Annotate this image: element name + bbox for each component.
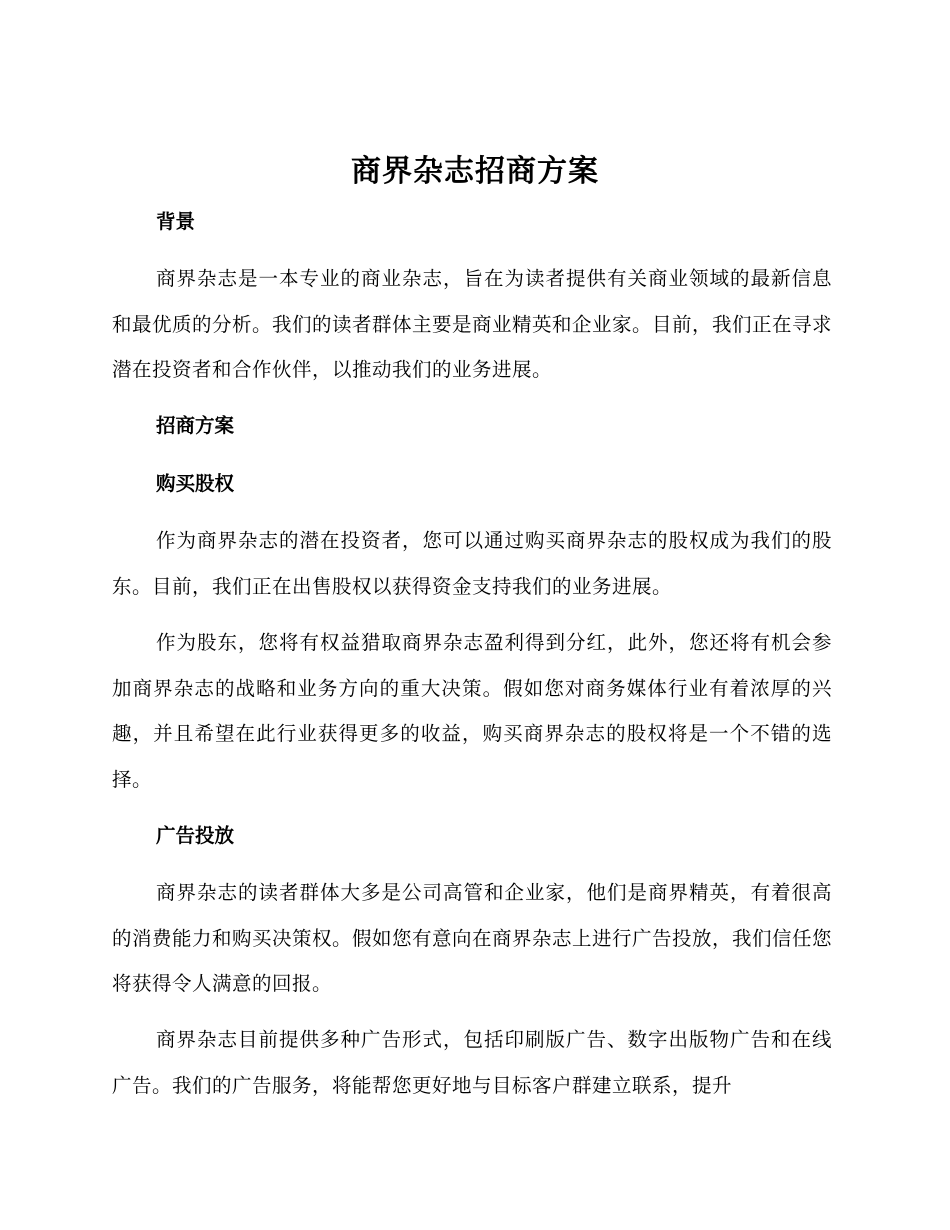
heading-advertising: 广告投放 bbox=[156, 824, 235, 847]
document-title: 商界杂志招商方案 bbox=[351, 154, 599, 189]
paragraph-advertising-2: 商界杂志目前提供多种广告形式，包括印刷版广告、数字出版物广告和在线广告。我们的广告服务，将能帮您更好地与目标客户群建立联系，提升 bbox=[112, 1028, 832, 1097]
paragraph-background: 商界杂志是一本专业的商业杂志，旨在为读者提供有关商业领域的最新信息和最优质的分析。我们的读者群体主要是商业精英和企业家。目前，我们正在寻求潜在投资者和合作伙伴，以推动我们的业务进展。 bbox=[112, 267, 833, 381]
paragraph-equity-1: 作为商界杂志的潜在投资者，您可以通过购买商界杂志的股权成为我们的股东。目前，我们正在出售股权以获得资金支持我们的业务进展。 bbox=[112, 529, 832, 598]
paragraph-advertising-1: 商界杂志的读者群体大多是公司高管和企业家，他们是商界精英，有着很高的消费能力和购买决策权。假如您有意向在商界杂志上进行广告投放，我们信任您将获得令人满意的回报。 bbox=[112, 881, 833, 995]
heading-background: 背景 bbox=[156, 210, 196, 233]
paragraph-equity-2: 作为股东，您将有权益猎取商界杂志盈利得到分红，此外，您还将有机会参加商界杂志的战略和业务方向的重大决策。假如您对商务媒体行业有着浓厚的兴趣，并且希望在此行业获得更多的收益，购买商界杂志的股权将是一个不错的选择。 bbox=[112, 631, 832, 791]
heading-plan: 招商方案 bbox=[156, 414, 235, 437]
heading-equity: 购买股权 bbox=[156, 472, 235, 495]
